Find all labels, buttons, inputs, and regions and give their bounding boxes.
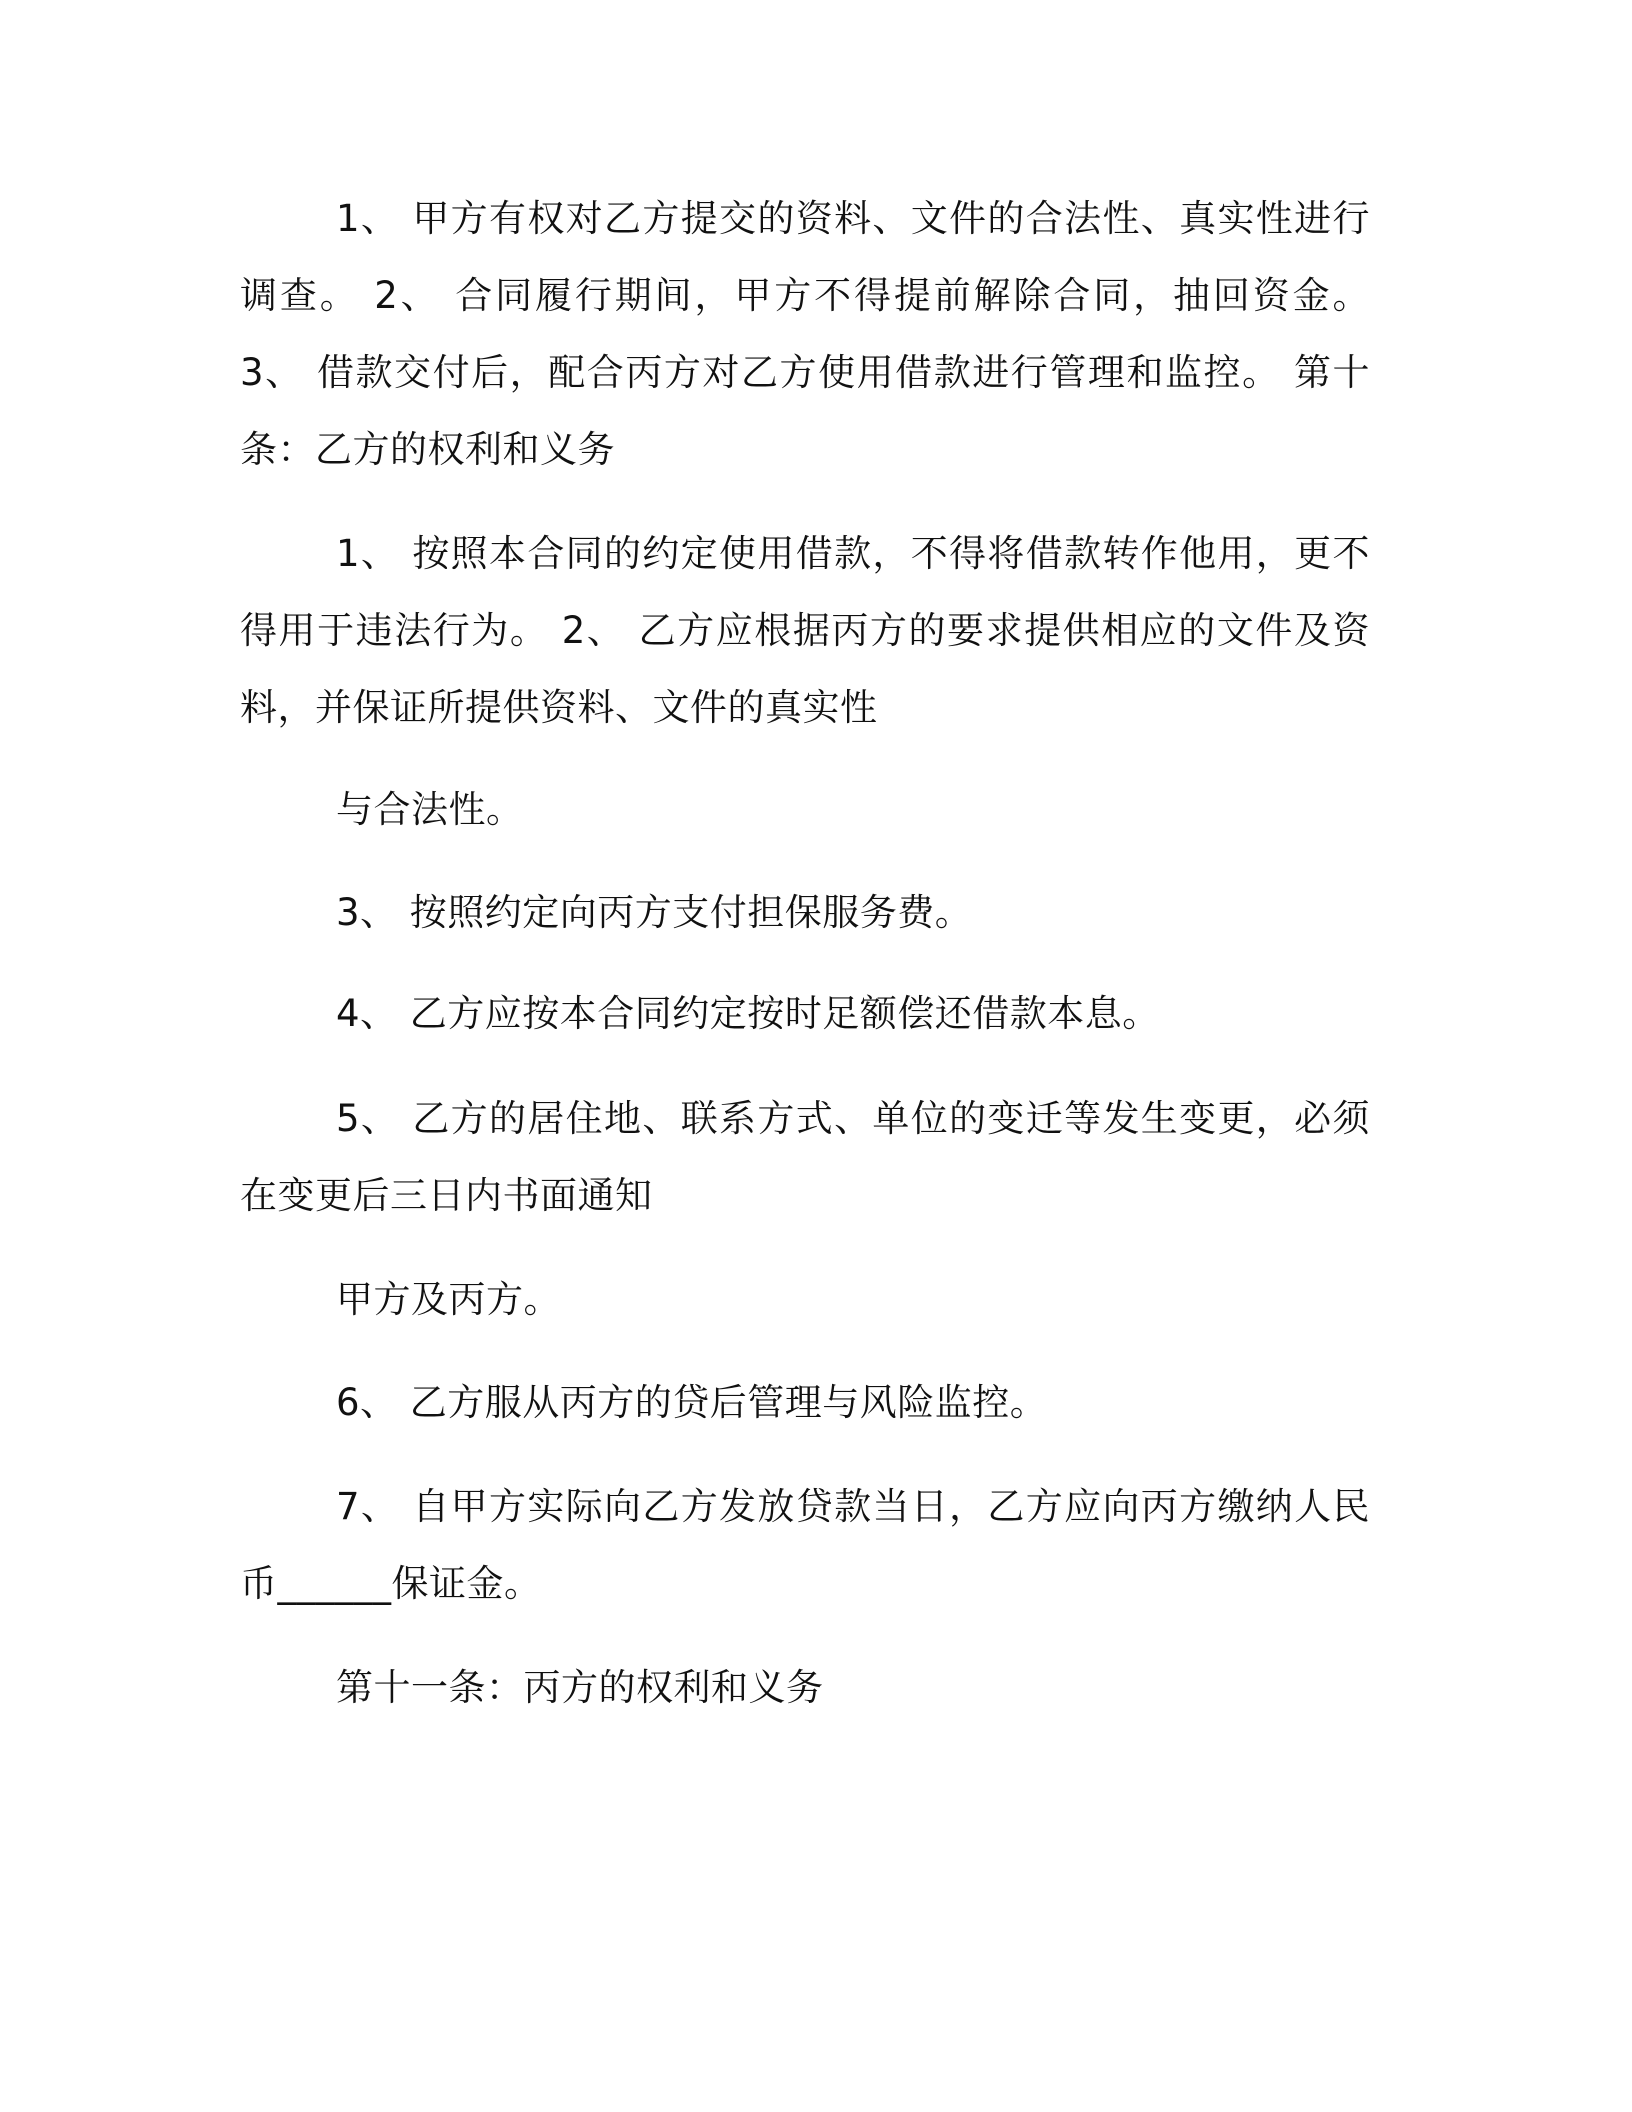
paragraph-party-b-obligation-7: 7、 自甲方实际向乙方发放贷款当日，乙方应向丙方缴纳人民币______保证金。 (240, 1485, 1370, 1605)
paragraph-continuation-notify: 甲方及丙方。 (336, 1278, 561, 1321)
paragraph-party-b-obligation-6: 6、 乙方服从丙方的贷后管理与风险监控。 (336, 1381, 1048, 1424)
paragraph-party-b-obligation-3: 3、 按照约定向丙方支付担保服务费。 (336, 891, 973, 934)
paragraph-party-a-rights: 1、 甲方有权对乙方提交的资料、文件的合法性、真实性进行调查。 2、 合同履行期间，甲方不得提前解除合同，抽回资金。 3、 借款交付后，配合丙方对乙方使用借款进行管理和监控。 第十条：乙方的权利和义务 (240, 197, 1370, 471)
paragraph-continuation-legality: 与合法性。 (336, 788, 524, 831)
paragraph-party-b-obligation-1-2: 1、 按照本合同的约定使用借款，不得将借款转作他用，更不得用于违法行为。 2、 乙方应根据丙方的要求提供相应的文件及资料，并保证所提供资料、文件的真实性 (240, 532, 1370, 729)
paragraph-party-b-obligation-5: 5、 乙方的居住地、联系方式、单位的变迁等发生变更，必须在变更后三日内书面通知 (240, 1097, 1370, 1217)
section-heading-article-11: 第十一条：丙方的权利和义务 (336, 1666, 824, 1709)
paragraph-party-b-obligation-4: 4、 乙方应按本合同约定按时足额偿还借款本息。 (336, 992, 1160, 1035)
